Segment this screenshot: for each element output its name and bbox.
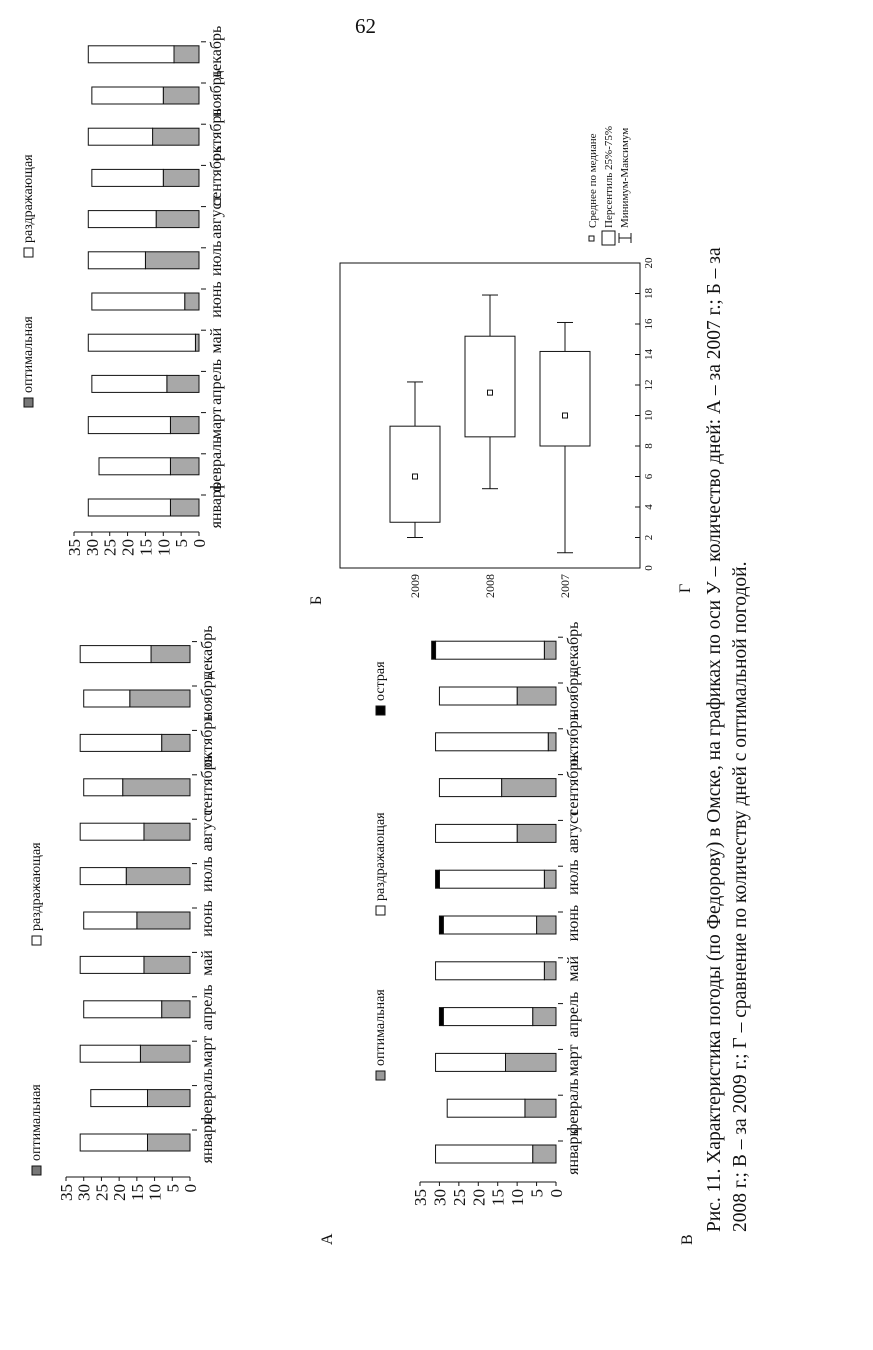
- legend-acute-swatch: [376, 706, 385, 715]
- bar-segment: [436, 641, 545, 659]
- bar-segment: [525, 1099, 556, 1117]
- bar-segment: [80, 734, 161, 751]
- bar-segment: [436, 962, 545, 980]
- chart-v-bars: [432, 641, 556, 1163]
- bar-segment: [517, 687, 556, 705]
- chart-g: [340, 126, 655, 598]
- median-marker: [563, 413, 568, 418]
- figure-caption-line-2: 2008 г.; В – за 2009 г.; Г – сравнение по количеству дней с оптимальной погодой.: [730, 561, 751, 1232]
- bar-segment: [544, 962, 556, 980]
- bar-segment: [151, 646, 190, 663]
- category-label: 2007: [558, 574, 572, 598]
- bar-segment: [505, 1053, 556, 1071]
- percentile-box: [540, 351, 590, 446]
- value-tick-label: 15: [136, 539, 156, 556]
- bar-segment: [88, 417, 170, 434]
- bar-segment: [439, 779, 501, 797]
- category-label: декабрь: [208, 25, 225, 79]
- bar-segment: [544, 641, 556, 659]
- bar-segment: [432, 641, 436, 659]
- value-tick-label: 20: [469, 1189, 489, 1206]
- value-tick-label: 8: [643, 443, 655, 449]
- category-label: июнь: [208, 281, 225, 318]
- panel-letter-g: Г: [677, 583, 694, 593]
- legend-irritating-label: раздражающая: [21, 154, 36, 243]
- figure-caption-line-1: Рис. 11. Характеристика погоды (по Федорову) в Омске, на графиках по оси У – количество дней: А – за 2007 г.; Б – за: [704, 247, 725, 1232]
- bar-segment: [439, 916, 443, 934]
- value-tick-label: 20: [110, 1184, 130, 1201]
- bar-segment: [436, 824, 518, 842]
- bar-segment: [162, 1001, 190, 1018]
- category-label: 2008: [483, 574, 497, 598]
- bar-segment: [436, 733, 549, 751]
- category-label: январь: [208, 482, 225, 529]
- panel-letter-a: А: [319, 1233, 336, 1245]
- percentile-box: [465, 336, 515, 437]
- legend-minmax-label: Минимум-Максимум: [619, 127, 631, 228]
- bar-segment: [80, 646, 151, 663]
- category-label: 2009: [408, 574, 422, 598]
- value-tick-label: 20: [118, 539, 138, 556]
- chart-b: [21, 26, 225, 556]
- bar-segment: [88, 46, 174, 63]
- legend-irritating-swatch: [32, 936, 41, 945]
- bar-segment: [88, 334, 195, 351]
- legend-optimal-swatch: [32, 1166, 41, 1175]
- category-label: март: [208, 407, 225, 440]
- bar-segment: [137, 912, 190, 929]
- category-label: июнь: [565, 904, 582, 942]
- bar-segment: [145, 252, 199, 269]
- bar-segment: [163, 169, 199, 186]
- bar-segment: [156, 211, 199, 228]
- bar-segment: [163, 87, 199, 104]
- bar-segment: [88, 211, 156, 228]
- bar-segment: [517, 824, 556, 842]
- category-label: апрель: [208, 358, 225, 405]
- bar-segment: [447, 1099, 525, 1117]
- legend-percentile-marker: [602, 231, 615, 245]
- value-tick-label: 5: [527, 1189, 547, 1198]
- category-label: январь: [565, 1129, 582, 1175]
- bar-segment: [162, 734, 190, 751]
- bar-segment: [174, 46, 199, 63]
- bar-segment: [170, 417, 199, 434]
- legend-optimal-label: оптимальная: [373, 989, 388, 1066]
- value-tick-label: 25: [92, 1184, 112, 1201]
- category-label: июль: [208, 240, 225, 277]
- value-tick-label: 10: [508, 1189, 528, 1206]
- bar-segment: [537, 916, 556, 934]
- category-label: декабрь: [565, 621, 582, 675]
- bar-segment: [167, 375, 199, 392]
- category-label: июль: [565, 859, 582, 895]
- value-tick-label: 25: [100, 539, 120, 556]
- category-label: ноябрь: [199, 672, 216, 721]
- bar-segment: [130, 690, 190, 707]
- bar-segment: [144, 823, 190, 840]
- bar-segment: [88, 252, 145, 269]
- category-label: сентябрь: [208, 145, 225, 207]
- category-label: май: [208, 327, 225, 354]
- value-tick-label: 18: [643, 288, 655, 299]
- bar-segment: [80, 1134, 147, 1151]
- legend-median-marker: [589, 236, 594, 241]
- value-tick-label: 16: [643, 318, 655, 330]
- bar-segment: [195, 334, 199, 351]
- value-tick-label: 10: [154, 539, 174, 556]
- chart-a-legend: [29, 842, 44, 1175]
- bar-segment: [185, 293, 199, 310]
- bar-segment: [533, 1145, 556, 1163]
- bar-segment: [153, 128, 199, 145]
- bar-segment: [147, 1134, 190, 1151]
- bar-segment: [436, 870, 440, 888]
- category-label: сентябрь: [565, 755, 582, 816]
- value-tick-label: 0: [181, 1184, 200, 1193]
- bar-segment: [92, 169, 163, 186]
- value-tick-label: 20: [643, 257, 655, 269]
- bar-segment: [84, 912, 137, 929]
- category-label: октябрь: [199, 714, 216, 768]
- bar-segment: [92, 375, 167, 392]
- bar-segment: [92, 293, 185, 310]
- chart-b-legend: [21, 154, 36, 407]
- bar-segment: [147, 1090, 190, 1107]
- value-tick-label: 4: [643, 504, 655, 510]
- bar-segment: [91, 1090, 148, 1107]
- legend-irritating-label: раздражающая: [373, 812, 388, 901]
- value-tick-label: 30: [82, 539, 102, 556]
- bar-segment: [88, 128, 152, 145]
- bar-segment: [443, 916, 536, 934]
- bar-segment: [140, 1045, 190, 1062]
- value-tick-label: 30: [74, 1184, 94, 1201]
- value-tick-label: 0: [643, 565, 655, 571]
- chart-g-legend: [587, 126, 631, 245]
- bar-segment: [99, 458, 170, 475]
- chart-v-axis: [411, 622, 582, 1206]
- value-tick-label: 25: [449, 1189, 469, 1206]
- bar-segment: [84, 1001, 162, 1018]
- bar-segment: [92, 87, 163, 104]
- value-tick-label: 35: [411, 1189, 430, 1206]
- bar-segment: [144, 956, 190, 973]
- legend-percentile-label: Персентиль 25%-75%: [603, 125, 615, 228]
- legend-optimal-label: оптимальная: [29, 1084, 44, 1161]
- chart-a: [29, 625, 216, 1201]
- value-tick-label: 5: [172, 539, 192, 548]
- bar-segment: [123, 779, 190, 796]
- value-tick-label: 2: [643, 534, 655, 541]
- legend-optimal-swatch: [376, 1071, 385, 1080]
- category-label: май: [565, 955, 582, 982]
- value-tick-label: 6: [643, 473, 655, 480]
- value-tick-label: 12: [643, 379, 655, 391]
- bar-segment: [80, 823, 144, 840]
- category-label: август: [199, 808, 216, 852]
- category-label: октябрь: [208, 108, 225, 162]
- value-tick-label: 15: [127, 1184, 147, 1201]
- category-label: февраль: [199, 1068, 216, 1124]
- bar-segment: [443, 1008, 532, 1026]
- median-marker: [488, 390, 493, 395]
- bar-segment: [80, 956, 144, 973]
- legend-optimal-swatch: [24, 398, 33, 407]
- value-tick-label: 0: [190, 539, 209, 548]
- bar-segment: [436, 1145, 533, 1163]
- bar-segment: [126, 868, 190, 885]
- chart-v: [373, 622, 582, 1206]
- category-label: август: [208, 195, 225, 239]
- category-label: февраль: [565, 1078, 582, 1134]
- legend-irritating-swatch: [376, 906, 385, 915]
- category-label: июль: [199, 856, 216, 892]
- legend-acute-label: острая: [373, 661, 388, 701]
- panel-letter-v: В: [679, 1234, 696, 1245]
- value-tick-label: 30: [430, 1189, 450, 1206]
- value-tick-label: 15: [488, 1189, 508, 1206]
- bar-segment: [436, 1053, 506, 1071]
- category-label: декабрь: [199, 625, 216, 679]
- value-tick-label: 5: [163, 1184, 183, 1193]
- bar-segment: [170, 458, 199, 475]
- category-label: июнь: [199, 900, 216, 937]
- category-label: ноябрь: [565, 670, 582, 718]
- category-label: март: [199, 1035, 216, 1068]
- value-tick-label: 10: [643, 410, 655, 421]
- category-label: май: [199, 950, 216, 976]
- bar-segment: [84, 690, 130, 707]
- legend-irritating-label: раздражающая: [29, 842, 44, 931]
- bar-segment: [533, 1008, 556, 1026]
- bar-segment: [84, 779, 123, 796]
- chart-v-legend: [373, 661, 388, 1080]
- bar-segment: [439, 687, 517, 705]
- bar-segment: [88, 499, 170, 516]
- category-label: октябрь: [565, 713, 582, 767]
- chart-b-axis: [65, 26, 225, 556]
- median-marker: [413, 474, 418, 479]
- category-label: ноябрь: [208, 69, 225, 118]
- page-number: 62: [355, 14, 376, 38]
- value-tick-label: 35: [65, 539, 84, 556]
- category-label: сентябрь: [199, 755, 216, 816]
- bar-segment: [80, 868, 126, 885]
- bar-segment: [439, 1008, 443, 1026]
- category-label: апрель: [565, 991, 582, 1038]
- legend-optimal-label: оптимальная: [21, 316, 36, 393]
- chart-b-bars: [88, 46, 199, 516]
- category-label: август: [565, 809, 582, 854]
- chart-a-bars: [80, 646, 190, 1151]
- category-label: апрель: [199, 984, 216, 1031]
- bar-segment: [439, 870, 544, 888]
- value-tick-label: 35: [57, 1184, 76, 1201]
- legend-median-label: Среднее по медиане: [587, 133, 599, 228]
- bar-segment: [548, 733, 556, 751]
- value-tick-label: 14: [643, 349, 655, 360]
- category-label: февраль: [208, 436, 225, 493]
- category-label: март: [565, 1044, 582, 1077]
- chart-g-boxes: [390, 295, 590, 553]
- bar-segment: [502, 779, 556, 797]
- value-tick-label: 10: [145, 1184, 165, 1201]
- panel-letter-b: Б: [308, 595, 325, 605]
- chart-g-axis: [408, 257, 655, 598]
- bar-segment: [80, 1045, 140, 1062]
- value-tick-label: 0: [547, 1189, 566, 1198]
- legend-irritating-swatch: [24, 248, 33, 257]
- bar-segment: [170, 499, 199, 516]
- category-label: январь: [199, 1117, 216, 1164]
- bar-segment: [544, 870, 556, 888]
